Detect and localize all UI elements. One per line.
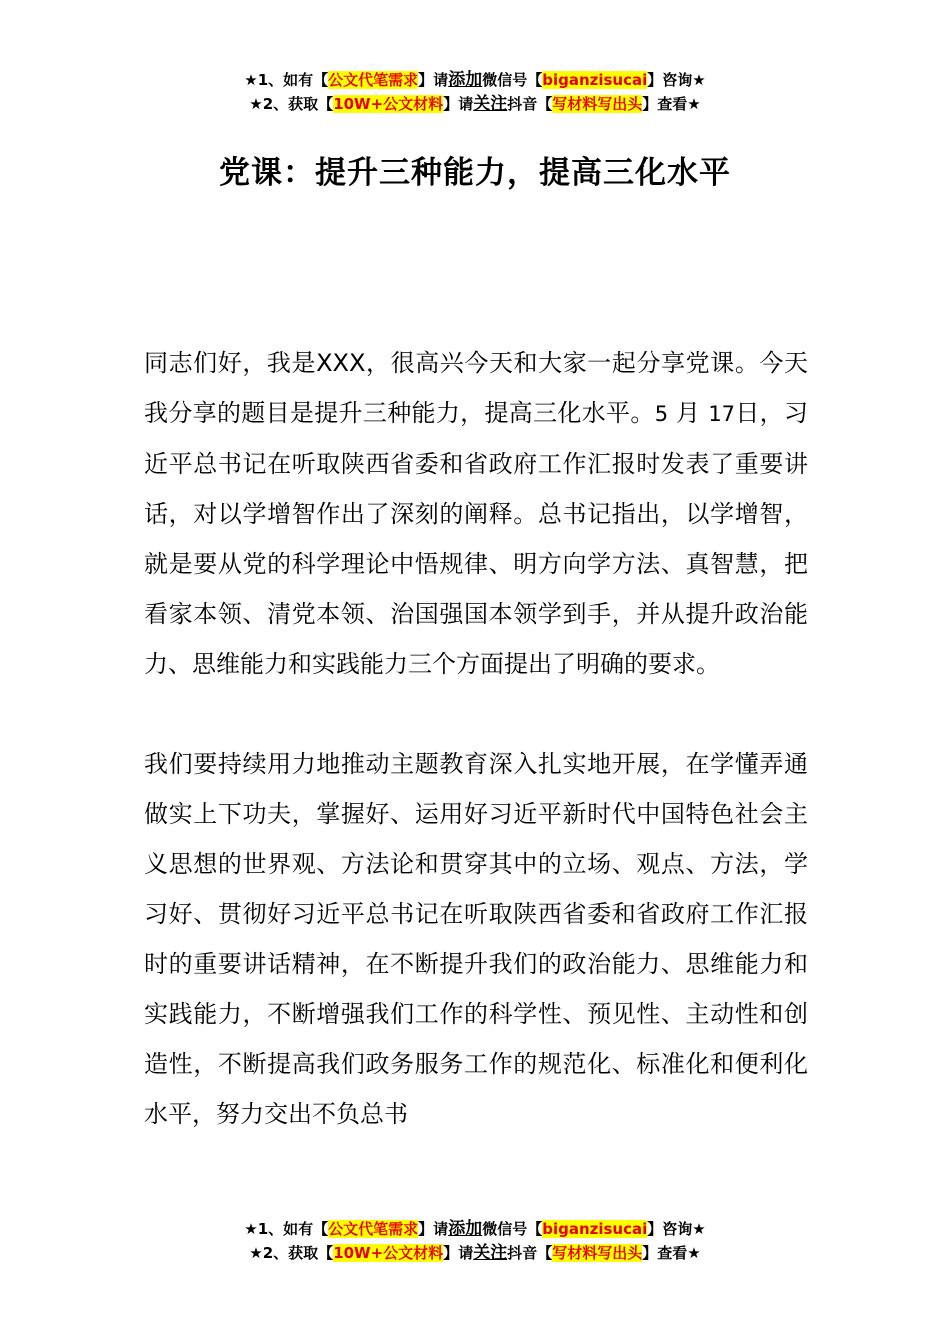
banner-text: 】请 — [443, 95, 474, 113]
paragraph-text: 同志们好，我是XXX，很高兴今天和大家一起分享党课。今天我分享的题目是提升三种能力，提高三化水平。 — [144, 349, 808, 427]
paragraph-number: 17 — [708, 402, 736, 426]
banner-text: 】咨询★ — [647, 1220, 706, 1238]
banner-text: 】查看★ — [642, 1244, 701, 1262]
banner-highlight-service: 公文代笔需求 — [328, 71, 419, 89]
banner-text: ★2、获取【 — [249, 1244, 334, 1262]
banner-highlight-materials: 10W+公文材料 — [333, 95, 444, 113]
banner-emphasis-add: 添加 — [448, 1219, 483, 1239]
paragraph-number: 5 — [654, 402, 669, 426]
banner-highlight-douyin-account: 写材料写出头 — [552, 1244, 643, 1262]
paragraph-text: 日，习近平总书记在听取陕西省委和省政府工作汇报时发表了重要讲话，对以学增智作出了深刻的阐释。总书记指出，以学增智，就是要从党的科学理论中悟规律、明方向学方法、真智慧，把看家本领、清党本领、治国强国本领学到手，并从提升政治能力、思维能力和实践能力三个方面提出了明确的要求。 — [144, 399, 809, 678]
banner-emphasis-follow: 关注 — [473, 94, 508, 114]
banner-highlight-wechat-id: biganzisucai — [542, 71, 648, 89]
document-body — [144, 338, 808, 1139]
banner-emphasis-add: 添加 — [448, 70, 483, 90]
footer-banner — [0, 1217, 950, 1265]
banner-text: ★1、如有【 — [244, 1220, 329, 1238]
banner-text: ★1、如有【 — [244, 71, 329, 89]
header-banner-line-2 — [0, 92, 950, 116]
paragraph-spacer — [144, 689, 808, 739]
banner-text: 】查看★ — [642, 95, 701, 113]
paragraph-2: 我们要持续用力地推动主题教育深入扎实地开展，在学懂弄通做实上下功夫，掌握好、运用好习近平新时代中国特色社会主义思想的世界观、方法论和贯穿其中的立场、观点、方法，学习好、贯彻好习近平总书记在听取陕西省委和省政府工作汇报时的重要讲话精神，在不断提升我们的政治能力、思维能力和实践能力，不断增强我们工作的科学性、预见性、主动性和创造性，不断提高我们政务服务工作的规范化、标准化和便利化水平，努力交出不负总书 — [144, 750, 808, 1128]
banner-text: 】请 — [418, 71, 449, 89]
paragraph-1 — [144, 338, 808, 689]
header-banner — [0, 68, 950, 116]
banner-text: 微信号【 — [482, 71, 543, 89]
banner-text: 】请 — [418, 1220, 449, 1238]
banner-text: 抖音【 — [507, 1244, 553, 1262]
banner-text: 】咨询★ — [647, 71, 706, 89]
banner-highlight-wechat-id: biganzisucai — [542, 1220, 648, 1238]
document-title: 党课：提升三种能力，提高三化水平 — [219, 155, 731, 191]
banner-highlight-service: 公文代笔需求 — [328, 1220, 419, 1238]
paragraph-text: 月 — [676, 399, 701, 427]
footer-banner-line-2 — [0, 1241, 950, 1265]
banner-text: 抖音【 — [507, 95, 553, 113]
banner-highlight-materials: 10W+公文材料 — [333, 1244, 444, 1262]
banner-highlight-douyin-account: 写材料写出头 — [552, 95, 643, 113]
banner-text: 微信号【 — [482, 1220, 543, 1238]
footer-banner-line-1 — [0, 1217, 950, 1241]
banner-text: ★2、获取【 — [249, 95, 334, 113]
banner-emphasis-follow: 关注 — [473, 1243, 508, 1263]
header-banner-line-1 — [0, 68, 950, 92]
banner-text: 】请 — [443, 1244, 474, 1262]
